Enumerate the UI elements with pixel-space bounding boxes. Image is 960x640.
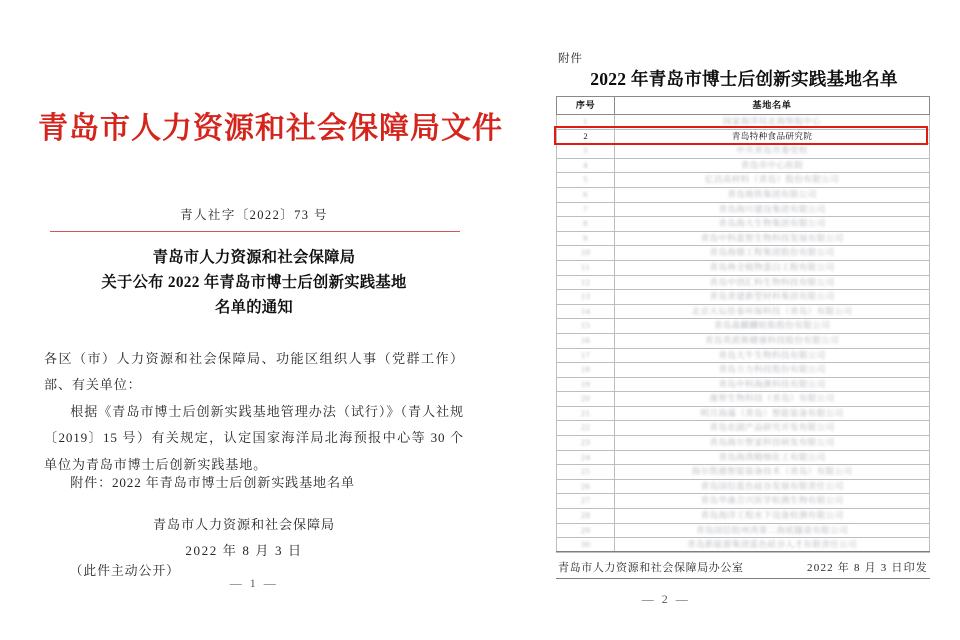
cell-base-name: 中共青岛市委党校 (615, 144, 930, 159)
table-row (557, 304, 930, 319)
cell-index: 29 (557, 523, 615, 538)
base-list-table-wrapper (556, 96, 930, 553)
cell-base-name: 国家海洋局北海预报中心 (615, 115, 930, 130)
table-row (557, 421, 930, 436)
cell-index: 23 (557, 436, 615, 451)
cell-base-name: 青岛华康合兴医学检测生物有限公司 (615, 494, 930, 509)
cell-index: 27 (557, 494, 615, 509)
table-row (557, 115, 930, 130)
cell-index: 15 (557, 319, 615, 334)
cell-base-name: 青岛中创汇科生物科技有限公司 (615, 275, 930, 290)
footer-rule-top (556, 551, 930, 552)
cell-index: 6 (557, 187, 615, 202)
body-paragraph-salutation: 各区（市）人力资源和社会保障局、功能区组织人事（党群工作）部、有关单位： (44, 351, 464, 393)
document-number: 青人社字〔2022〕73 号 (180, 208, 328, 222)
document-page-2 (548, 0, 940, 640)
table-header-row (557, 97, 930, 115)
cell-base-name: 青岛海德工程集团股份有限公司 (615, 246, 930, 261)
cell-base-name: 青岛国信胶州湾第二海底隧道有限公司 (615, 523, 930, 538)
cell-index: 11 (557, 260, 615, 275)
cell-index: 1 (557, 115, 615, 130)
cell-base-name: 青岛海湾精细化工有限公司 (615, 450, 930, 465)
cell-base-name: 青岛林全植物蛋白工程有限公司 (615, 260, 930, 275)
cell-index: 10 (557, 246, 615, 261)
table-row (557, 246, 930, 261)
cell-index: 14 (557, 304, 615, 319)
cell-index: 25 (557, 465, 615, 480)
cell-index: 9 (557, 231, 615, 246)
attachment-reference: 附件：2022 年青岛市博士后创新实践基地名单 (70, 475, 355, 490)
red-horizontal-rule (50, 231, 460, 232)
signature-organization: 青岛市人力资源和社会保障局 (153, 517, 335, 532)
table-header (557, 97, 930, 115)
cell-base-name: 康智生物科技（青岛）有限公司 (615, 392, 930, 407)
cell-index: 2 (557, 129, 615, 144)
table-row (557, 363, 930, 378)
notice-body (44, 346, 464, 478)
red-letterhead-title: 青岛市人力资源和社会保障局文件 (38, 112, 503, 145)
cell-base-name: 青岛英派斯健康科技股份有限公司 (615, 333, 930, 348)
cell-base-name: 青岛中科蓝智生物科技发展有限公司 (615, 231, 930, 246)
footer-issuing-office: 青岛市人力资源和社会保障局办公室 (558, 562, 744, 574)
table-row (557, 231, 930, 246)
table-row (557, 348, 930, 363)
table-row (557, 509, 930, 524)
notice-title-line-2: 关于公布 2022 年青岛市博士后创新实践基地 (101, 273, 407, 291)
table-row (557, 465, 930, 480)
attachment-label: 附件 (558, 53, 583, 65)
cell-index: 16 (557, 333, 615, 348)
cell-base-name: 海尔凯德智能装备技术（青岛）有限公司 (615, 465, 930, 480)
cell-base-name: 青岛青建新型材料集团有限公司 (615, 290, 930, 305)
cell-index: 20 (557, 392, 615, 407)
table-row (557, 392, 930, 407)
cell-index: 17 (557, 348, 615, 363)
signature-block (44, 512, 444, 563)
cell-base-name: 青岛海洋工程水下设备检测有限公司 (615, 509, 930, 524)
cell-base-name: 青岛海大生物集团有限公司 (615, 217, 930, 232)
table-row (557, 217, 930, 232)
table-row (557, 450, 930, 465)
cell-index: 5 (557, 173, 615, 188)
table-row (557, 436, 930, 451)
page-number-2: — 2 — (641, 592, 691, 606)
table-row (557, 406, 930, 421)
table-row (557, 158, 930, 173)
table-row (557, 494, 930, 509)
cell-base-name: 青岛森麒麟轮胎股份有限公司 (615, 319, 930, 334)
base-list-table (556, 96, 930, 553)
cell-index: 4 (557, 158, 615, 173)
cell-base-name: 青岛市中心医院 (615, 158, 930, 173)
cell-index: 30 (557, 538, 615, 553)
cell-base-name: 青岛大牛生物科技有限公司 (615, 348, 930, 363)
cell-index: 12 (557, 275, 615, 290)
table-row (557, 319, 930, 334)
cell-base-name: 青岛国信蓝色硅谷发展有限责任公司 (615, 479, 930, 494)
cell-base-name: 青岛中科海澳科技有限公司 (615, 377, 930, 392)
table-row (557, 144, 930, 159)
cell-base-name: 青岛特种食品研究院 (615, 129, 930, 144)
table-row (557, 173, 930, 188)
table-row (557, 333, 930, 348)
table-row (557, 129, 930, 144)
cell-index: 3 (557, 144, 615, 159)
public-disclosure-note: （此件主动公开） (69, 564, 180, 578)
attachment-sheet-title: 2022 年青岛市博士后创新实践基地名单 (590, 69, 898, 89)
cell-base-name: 明月海藻（青岛）智能装备有限公司 (615, 406, 930, 421)
table-row (557, 479, 930, 494)
cell-index: 22 (557, 421, 615, 436)
table-row (557, 187, 930, 202)
table-row (557, 202, 930, 217)
cell-index: 19 (557, 377, 615, 392)
cell-base-name: 青岛新能源集团蓝色硅谷人才有限责任公司 (615, 538, 930, 553)
cell-base-name: 青岛农副产品研究开发有限公司 (615, 421, 930, 436)
cell-index: 13 (557, 290, 615, 305)
cell-base-name: 亿昌高材料（青岛）股份有限公司 (615, 173, 930, 188)
table-row (557, 290, 930, 305)
cell-base-name: 青岛万力科技股份有限公司 (615, 363, 930, 378)
table-row (557, 275, 930, 290)
signature-date: 2022 年 8 月 3 日 (185, 542, 303, 558)
cell-index: 24 (557, 450, 615, 465)
footer-print-date: 2022 年 8 月 3 日印发 (807, 562, 928, 574)
table-body (557, 115, 930, 553)
cell-index: 21 (557, 406, 615, 421)
notice-title (56, 246, 452, 320)
column-header-name: 基地名单 (615, 97, 930, 115)
cell-index: 18 (557, 363, 615, 378)
cell-index: 28 (557, 509, 615, 524)
cell-base-name: 北京天坛佳泰环保科技（青岛）有限公司 (615, 304, 930, 319)
cell-index: 26 (557, 479, 615, 494)
body-paragraph-main: 根据《青岛市博士后创新实践基地管理办法（试行）》（青人社规〔2019〕15 号）有关规定，认定国家海洋局北海预报中心等 30 个单位为青岛市博士后创新实践基地。 (44, 403, 464, 472)
notice-title-line-1: 青岛市人力资源和社会保障局 (152, 249, 356, 266)
table-row (557, 377, 930, 392)
document-page-1 (38, 0, 503, 640)
table-row (557, 260, 930, 275)
cell-base-name: 青岛海川建设集团有限公司 (615, 202, 930, 217)
column-header-index: 序号 (557, 97, 615, 115)
cell-base-name: 青岛海尔智家科技研发有限公司 (615, 436, 930, 451)
cell-index: 7 (557, 202, 615, 217)
page-number-1: — 1 — (229, 576, 279, 590)
table-row (557, 523, 930, 538)
cell-base-name: 青岛地铁集团有限公司 (615, 187, 930, 202)
cell-index: 8 (557, 217, 615, 232)
footer-rule-bottom (556, 578, 930, 579)
notice-title-line-3: 名单的通知 (215, 298, 293, 316)
